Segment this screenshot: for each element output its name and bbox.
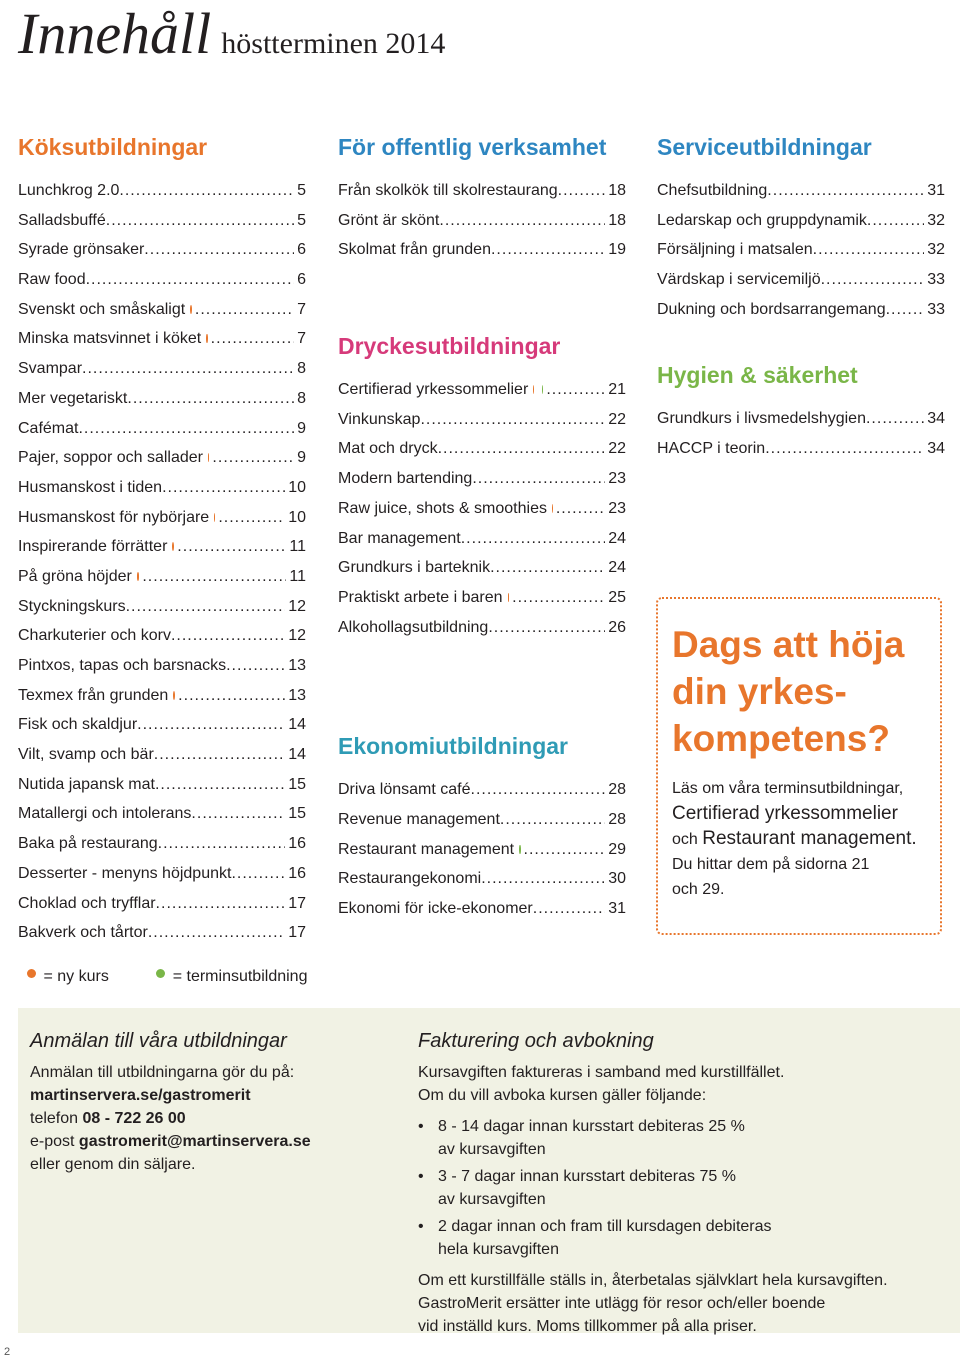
toc-entry-page: 18	[608, 211, 626, 229]
toc-entry-title: Restaurant management	[338, 840, 515, 858]
toc-entry[interactable]	[18, 295, 306, 325]
leader-dots	[162, 473, 285, 503]
toc-entry[interactable]	[338, 176, 626, 206]
orange-dot-icon	[172, 542, 174, 551]
toc-entry-title: Svampar	[18, 360, 83, 378]
toc-entry-title: Bakverk och tårtor	[18, 924, 148, 942]
toc-entry-title: Choklad och tryfflar	[18, 894, 156, 912]
promo-text: Läs om våra terminsutbildningar, Certifierad yrkessommelier och Restaurant management. Du hittar dem på sidorna 21 och 29.	[672, 780, 917, 898]
toc-entry-title: Texmex från grunden	[18, 686, 169, 704]
leader-dots	[78, 414, 294, 444]
toc-entry-page: 24	[608, 529, 626, 547]
toc-entry-title: Raw food	[18, 271, 86, 289]
leader-dots	[171, 621, 285, 651]
toc-entry[interactable]	[657, 206, 945, 236]
toc-entry[interactable]	[18, 859, 306, 889]
toc-entry[interactable]	[657, 434, 945, 464]
toc-entry[interactable]	[18, 532, 306, 562]
toc-entry[interactable]	[657, 235, 945, 265]
toc-entry-title: Dukning och bordsarrangemang	[657, 300, 886, 318]
toc-entry[interactable]	[338, 524, 626, 554]
leader-dots	[126, 592, 286, 622]
toc-entry-title: Minska matsvinnet i köket	[18, 330, 202, 348]
legend	[22, 968, 345, 986]
title-main: Innehåll	[18, 1, 212, 66]
toc-entry-title: Certifierad yrkessommelier	[338, 381, 529, 399]
toc-entry-page: 13	[288, 686, 306, 704]
toc-entry-page: 23	[608, 470, 626, 488]
leader-dots	[765, 434, 924, 464]
leader-dots	[886, 295, 925, 325]
toc-entry[interactable]	[18, 384, 306, 414]
toc-entry[interactable]	[338, 375, 626, 405]
leader-dots	[148, 918, 285, 948]
toc-entry-title: På gröna höjder	[18, 567, 132, 585]
toc-entry-page: 14	[288, 746, 306, 764]
toc-entry-page: 16	[288, 835, 306, 853]
toc-entry-title: Alkohollagsutbildning	[338, 618, 489, 636]
orange-dot-icon	[206, 334, 207, 343]
green-dot-icon	[519, 845, 520, 854]
leader-dots	[137, 710, 285, 740]
toc-entry-title: Charkuterier och korv	[18, 627, 171, 645]
toc-entry[interactable]	[18, 206, 306, 236]
leader-dots	[471, 775, 606, 805]
toc-entry[interactable]	[18, 235, 306, 265]
toc-entry-page: 18	[608, 182, 626, 199]
toc-entry[interactable]	[18, 562, 306, 592]
toc-entry[interactable]	[338, 235, 626, 265]
toc-entry-page: 15	[288, 805, 306, 823]
leader-dots	[512, 583, 605, 613]
promo-box	[656, 597, 942, 935]
toc-entry[interactable]	[338, 553, 626, 583]
toc-entry[interactable]	[657, 295, 945, 325]
toc-entry-title: Grundkurs i livsmedelshygien	[657, 410, 866, 428]
leader-dots	[142, 562, 286, 592]
toc-entry-page: 22	[608, 410, 626, 428]
toc-entry-title: HACCP i teorin	[657, 440, 766, 458]
leader-dots	[821, 265, 925, 295]
orange-dot-icon	[190, 305, 192, 314]
leader-dots	[546, 375, 605, 405]
leader-dots	[439, 206, 605, 236]
toc-entry-page: 12	[288, 597, 306, 615]
toc-entry-page: 9	[297, 449, 306, 467]
toc-entry-page: 6	[297, 241, 306, 259]
toc-entry[interactable]	[338, 835, 626, 865]
leader-dots	[218, 503, 285, 533]
toc-entry[interactable]	[338, 464, 626, 494]
toc-entry[interactable]	[18, 414, 306, 444]
toc-entry[interactable]	[338, 613, 626, 643]
legend-new: = ny kurs	[22, 968, 109, 986]
toc-entry-page: 26	[608, 618, 626, 636]
toc-entry[interactable]	[18, 681, 306, 711]
toc-entry[interactable]	[657, 176, 945, 206]
toc-entry-page: 17	[288, 924, 306, 942]
toc-entry-page: 10	[288, 508, 306, 526]
toc-entry-title: Fisk och skaldjur	[18, 716, 138, 734]
toc-entry-page: 8	[297, 389, 306, 407]
leader-dots	[767, 176, 924, 206]
leader-dots	[158, 829, 286, 859]
toc-entry[interactable]	[338, 775, 626, 805]
leader-dots	[191, 799, 285, 829]
toc-entry[interactable]	[18, 740, 306, 770]
signup-info: Anmälan till våra utbildningar Anmälan till utbildningarna gör du på: martinservera.se/gastromerit telefon 08 - 722 26 00 e-post gastromerit@martinservera.se eller genom din säljare.	[30, 1030, 390, 1176]
toc-entry-title: Mer vegetariskt	[18, 389, 128, 407]
leader-dots	[119, 176, 294, 206]
leader-dots	[556, 494, 605, 524]
toc-entry[interactable]	[18, 265, 306, 295]
section-heading: Serviceutbildningar	[657, 134, 872, 160]
orange-dot-icon	[27, 969, 36, 978]
toc-entry-page: 9	[297, 419, 306, 437]
toc-entry-page: 32	[927, 241, 945, 259]
toc-entry-title: Husmanskost för nybörjare	[18, 508, 210, 526]
toc-entry-title: Driva lönsamt café	[338, 781, 471, 799]
toc-list	[18, 176, 306, 948]
toc-entry[interactable]	[18, 503, 306, 533]
toc-entry-page: 15	[288, 775, 306, 793]
toc-entry-page: 11	[289, 567, 306, 585]
leader-dots	[491, 235, 605, 265]
orange-dot-icon	[173, 691, 175, 700]
toc-entry-page: 5	[297, 211, 306, 229]
list-item: • 3 - 7 dagar innan kursstart debiteras 75 % av kursavgiften	[418, 1165, 948, 1211]
leader-dots	[231, 859, 285, 889]
toc-entry-title: Salladsbuffé	[18, 211, 106, 229]
leader-dots	[867, 206, 924, 236]
toc-entry[interactable]	[338, 434, 626, 464]
toc-entry-page: 8	[297, 360, 306, 378]
toc-list	[338, 375, 626, 642]
leader-dots	[866, 404, 924, 434]
toc-entry[interactable]	[18, 651, 306, 681]
toc-list	[657, 176, 945, 324]
billing-info: Fakturering och avbokning Kursavgiften faktureras i samband med kurstillfället. Om du vill avboka kursen gäller följande: • 8 - 14 dagar innan kursstart debiteras 25 % av kursavgiften • 3 - 7 dagar innan kursstart debiteras 75 % av kursavgiften • 2 dagar innan och fram till kursdagen debiteras hela kursavgiften Om ett kurstillfälle ställs in, återbetalas självklart hela kursavgiften. GastroMerit ersätter inte utlägg för resor och/eller boende vid inställd kurs. Moms tillkommer på alla priser.	[418, 1030, 948, 1338]
toc-entry[interactable]	[18, 799, 306, 829]
leader-dots	[472, 464, 605, 494]
orange-dot-icon	[208, 453, 209, 462]
toc-entry-page: 29	[608, 840, 626, 858]
promo-heading: Dags att höja din yrkes- kompetens?	[672, 624, 905, 759]
leader-dots	[226, 651, 285, 681]
toc-entry-page: 14	[288, 716, 306, 734]
toc-entry-title: Grönt är skönt	[338, 211, 440, 229]
toc-entry-page: 23	[608, 499, 626, 517]
billing-heading: Fakturering och avbokning	[418, 1030, 654, 1052]
green-dot-icon	[156, 969, 165, 978]
leader-dots	[177, 532, 286, 562]
leader-dots	[106, 206, 294, 236]
section-heading: För offentlig verksamhet	[338, 134, 607, 160]
toc-entry-title: Husmanskost i tiden	[18, 478, 163, 496]
signup-heading: Anmälan till våra utbildningar	[30, 1030, 287, 1052]
leader-dots	[488, 613, 605, 643]
leader-dots	[461, 524, 605, 554]
toc-entry-title: Vinkunskap	[338, 410, 421, 428]
toc-list	[338, 176, 626, 265]
info-panel	[18, 1008, 960, 1333]
toc-entry-page: 12	[288, 627, 306, 645]
toc-entry[interactable]	[18, 770, 306, 800]
leader-dots	[155, 770, 285, 800]
toc-entry-title: Inspirerande förrätter	[18, 538, 168, 556]
toc-entry[interactable]	[338, 583, 626, 613]
toc-entry-page: 32	[927, 211, 945, 229]
toc-entry[interactable]	[18, 473, 306, 503]
toc-entry-page: 7	[297, 330, 306, 348]
leader-dots	[144, 235, 294, 265]
toc-entry-page: 30	[608, 870, 626, 888]
section-heading: Ekonomiutbildningar	[338, 733, 568, 760]
toc-entry[interactable]	[338, 494, 626, 524]
billing-list	[418, 1115, 948, 1261]
toc-entry-title: Restaurangekonomi	[338, 870, 482, 888]
toc-entry[interactable]	[18, 918, 306, 948]
column-service	[657, 132, 945, 464]
toc-entry[interactable]	[338, 894, 626, 924]
toc-entry-title: Matallergi och intolerans	[18, 805, 192, 823]
toc-entry-title: Grundkurs i barteknik	[338, 559, 491, 577]
toc-entry-title: Revenue management	[338, 810, 500, 828]
toc-entry[interactable]	[18, 176, 306, 206]
leader-dots	[82, 354, 294, 384]
toc-entry-page: 24	[608, 559, 626, 577]
toc-entry-page: 25	[608, 588, 626, 606]
toc-entry[interactable]	[657, 404, 945, 434]
toc-entry-title: Vilt, svamp och bär	[18, 746, 154, 764]
toc-entry-title: Skolmat från grunden	[338, 241, 491, 259]
leader-dots	[500, 805, 605, 835]
toc-entry-title: Svenskt och småskaligt	[18, 300, 186, 318]
column-kok	[18, 132, 306, 948]
toc-entry[interactable]	[338, 864, 626, 894]
toc-entry-page: 28	[608, 810, 626, 828]
toc-entry-title: Syrade grönsaker	[18, 241, 145, 259]
toc-list	[338, 775, 626, 923]
toc-entry[interactable]	[18, 443, 306, 473]
toc-entry-title: Praktiskt arbete i baren	[338, 588, 503, 606]
toc-entry-title: Pintxos, tapas och barsnacks	[18, 657, 227, 674]
toc-entry-page: 17	[288, 894, 306, 912]
section-heading: Köksutbildningar	[18, 134, 208, 160]
orange-dot-icon	[137, 572, 140, 581]
page-number: 2	[4, 1346, 11, 1358]
orange-dot-icon	[508, 593, 510, 602]
orange-dot-icon	[214, 513, 215, 522]
toc-entry-title: Bar management	[338, 529, 461, 547]
toc-list	[657, 404, 945, 463]
orange-dot-icon	[533, 385, 534, 394]
toc-entry-page: 10	[288, 478, 306, 496]
toc-entry-page: 16	[288, 864, 306, 882]
leader-dots	[211, 324, 294, 354]
leader-dots	[524, 835, 606, 865]
toc-entry[interactable]	[18, 324, 306, 354]
toc-entry-title: Mat och dryck	[338, 440, 438, 458]
leader-dots	[195, 295, 294, 325]
leader-dots	[533, 894, 605, 924]
leader-dots	[212, 443, 294, 473]
toc-entry-page: 5	[297, 182, 306, 199]
toc-entry-page: 33	[927, 271, 945, 289]
page-title	[18, 0, 445, 67]
toc-entry-page: 33	[927, 300, 945, 318]
title-sub: höstterminen 2014	[221, 27, 446, 60]
leader-dots	[438, 434, 606, 464]
toc-entry-page: 31	[608, 900, 626, 917]
toc-entry-page: 22	[608, 440, 626, 458]
toc-entry-title: Försäljning i matsalen	[657, 241, 813, 259]
toc-entry[interactable]	[338, 206, 626, 236]
section-heading: Dryckesutbildningar	[338, 333, 561, 360]
toc-entry-page: 11	[289, 538, 306, 556]
toc-entry-title: Pajer, soppor och sallader	[18, 449, 203, 467]
toc-entry-title: Värdskap i servicemiljö	[657, 271, 821, 289]
section-heading: Hygien & säkerhet	[657, 362, 858, 389]
leader-dots	[86, 265, 295, 295]
toc-entry[interactable]	[18, 829, 306, 859]
toc-entry-page: 13	[288, 657, 306, 674]
toc-entry-title: Chefsutbildning	[657, 182, 768, 199]
toc-entry-title: Nutida japansk mat	[18, 775, 155, 793]
signup-link[interactable]: martinservera.se/gastromerit	[30, 1087, 251, 1104]
toc-entry[interactable]	[18, 710, 306, 740]
leader-dots	[127, 384, 294, 414]
leader-dots	[481, 864, 605, 894]
orange-dot-icon	[552, 504, 553, 513]
toc-entry-title: Modern bartending	[338, 470, 473, 488]
leader-dots	[154, 740, 285, 770]
toc-entry-title: Från skolkök till skolrestaurang	[338, 182, 558, 199]
toc-entry-page: 34	[927, 440, 945, 458]
toc-entry[interactable]	[338, 405, 626, 435]
toc-entry[interactable]	[18, 592, 306, 622]
toc-entry-title: Cafémat	[18, 419, 79, 437]
legend-term: = terminsutbildning	[151, 968, 307, 986]
toc-entry-title: Desserter - menyns höjdpunkt	[18, 864, 232, 882]
toc-entry-title: Baka på restaurang	[18, 835, 158, 853]
toc-entry[interactable]	[18, 621, 306, 651]
email-link[interactable]: gastromerit@martinservera.se	[78, 1133, 311, 1150]
toc-entry-page: 19	[608, 241, 626, 259]
leader-dots	[558, 176, 606, 206]
toc-entry-title: Raw juice, shots & smoothies	[338, 499, 547, 517]
toc-entry-title: Ekonomi för icke-ekonomer	[338, 900, 533, 917]
toc-entry[interactable]	[18, 354, 306, 384]
column-offentlig	[338, 132, 626, 924]
toc-entry-page: 28	[608, 781, 626, 799]
leader-dots	[156, 889, 286, 919]
toc-entry-page: 31	[927, 182, 945, 199]
toc-entry-page: 6	[297, 271, 306, 289]
list-item: • 2 dagar innan och fram till kursdagen debiteras hela kursavgiften	[418, 1215, 948, 1261]
toc-entry-title: Lunchkrog 2.0	[18, 182, 120, 199]
toc-entry-page: 21	[608, 381, 627, 399]
toc-entry[interactable]	[18, 889, 306, 919]
toc-entry[interactable]	[338, 805, 626, 835]
list-item: • 8 - 14 dagar innan kursstart debiteras 25 % av kursavgiften	[418, 1115, 948, 1161]
toc-entry-page: 7	[297, 300, 306, 318]
leader-dots	[490, 553, 605, 583]
leader-dots	[178, 681, 285, 711]
toc-entry[interactable]	[657, 265, 945, 295]
leader-dots	[420, 405, 605, 435]
leader-dots	[813, 235, 925, 265]
toc-entry-title: Styckningskurs	[18, 597, 126, 615]
toc-entry-title: Ledarskap och gruppdynamik	[657, 211, 867, 229]
toc-entry-page: 34	[927, 410, 945, 428]
green-dot-icon	[542, 385, 543, 394]
